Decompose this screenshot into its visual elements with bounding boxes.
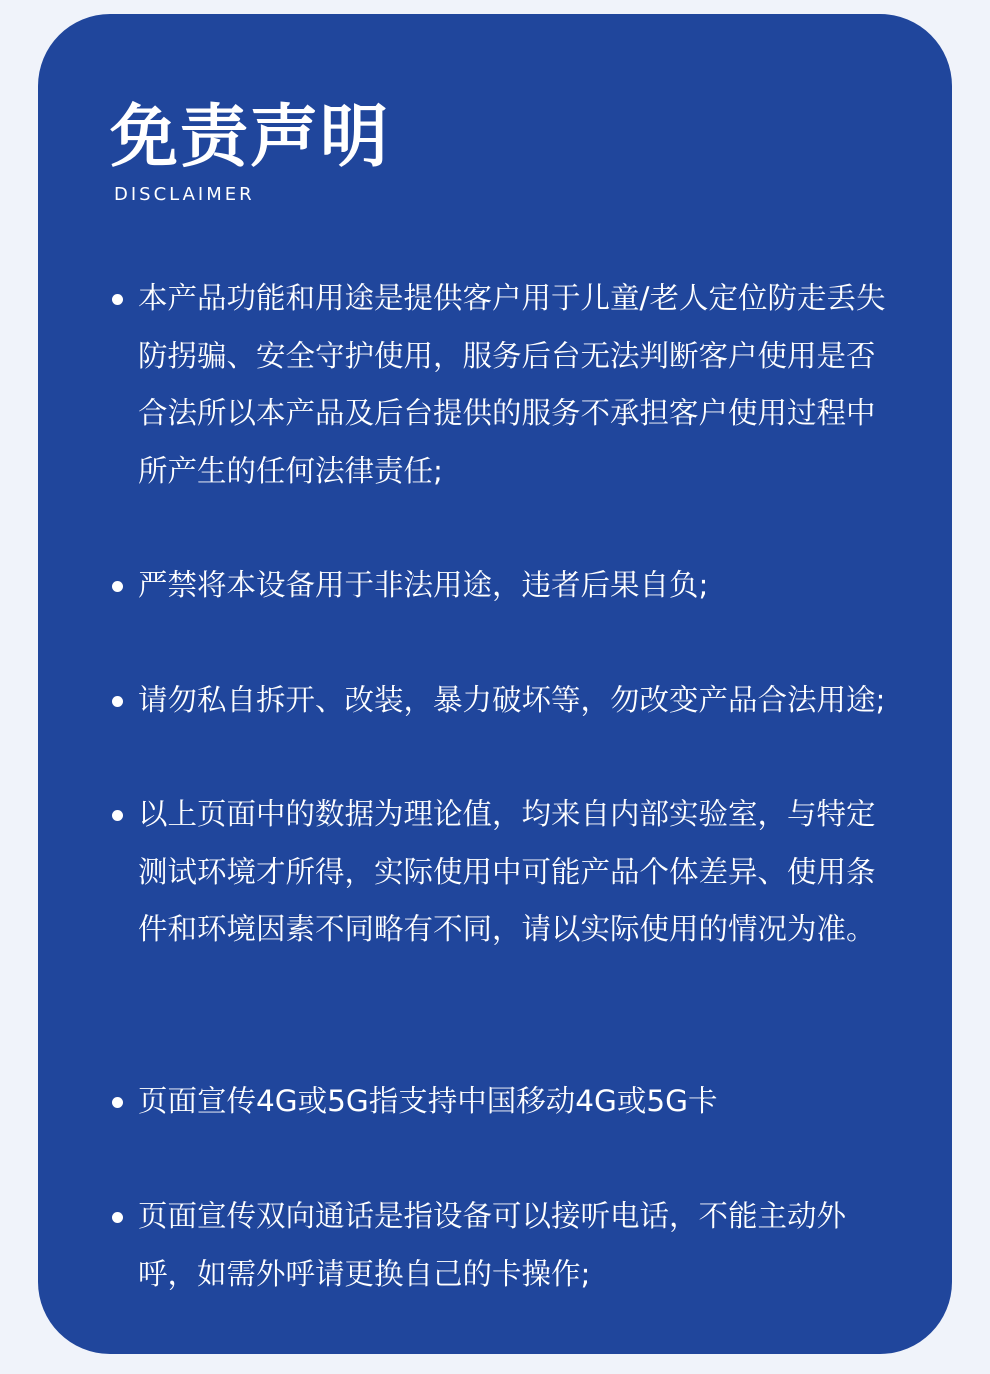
- disclaimer-card: [38, 14, 952, 1354]
- disclaimer-item-text: 页面宣传4G或5G指支持中国移动4G或5G卡: [138, 1084, 718, 1118]
- disclaimer-item-1: [138, 270, 902, 500]
- bullet-icon: [112, 294, 123, 305]
- disclaimer-item-6: [138, 1188, 902, 1303]
- bullet-icon: [112, 696, 123, 707]
- bullet-icon: [112, 581, 123, 592]
- bullet-icon: [112, 1097, 123, 1108]
- bullet-icon: [112, 810, 123, 821]
- disclaimer-item-2: [138, 557, 902, 615]
- bullet-icon: [112, 1212, 123, 1223]
- disclaimer-item-text: 本产品功能和用途是提供客户用于儿童/老人定位防走丢失防拐骗、安全守护使用，服务后台无法判断客户使用是否合法所以本产品及后台提供的服务不承担客户使用过程中所产生的任何法律责任;: [138, 281, 886, 488]
- disclaimer-title: 免责声明: [110, 98, 391, 177]
- disclaimer-item-text: 严禁将本设备用于非法用途，违者后果自负;: [138, 568, 709, 602]
- disclaimer-item-3: [138, 672, 902, 730]
- disclaimer-item-4: [138, 786, 902, 959]
- disclaimer-item-text: 页面宣传双向通话是指设备可以接听电话，不能主动外呼，如需外呼请更换自己的卡操作;: [138, 1199, 847, 1291]
- disclaimer-subtitle: DISCLAIMER: [114, 184, 255, 205]
- disclaimer-item-5: [138, 1073, 902, 1131]
- disclaimer-item-text: 以上页面中的数据为理论值，均来自内部实验室，与特定测试环境才所得，实际使用中可能产品个体差异、使用条件和环境因素不同略有不同，请以实际使用的情况为准。: [138, 797, 876, 946]
- disclaimer-item-text: 请勿私自拆开、改装，暴力破坏等，勿改变产品合法用途;: [138, 683, 886, 717]
